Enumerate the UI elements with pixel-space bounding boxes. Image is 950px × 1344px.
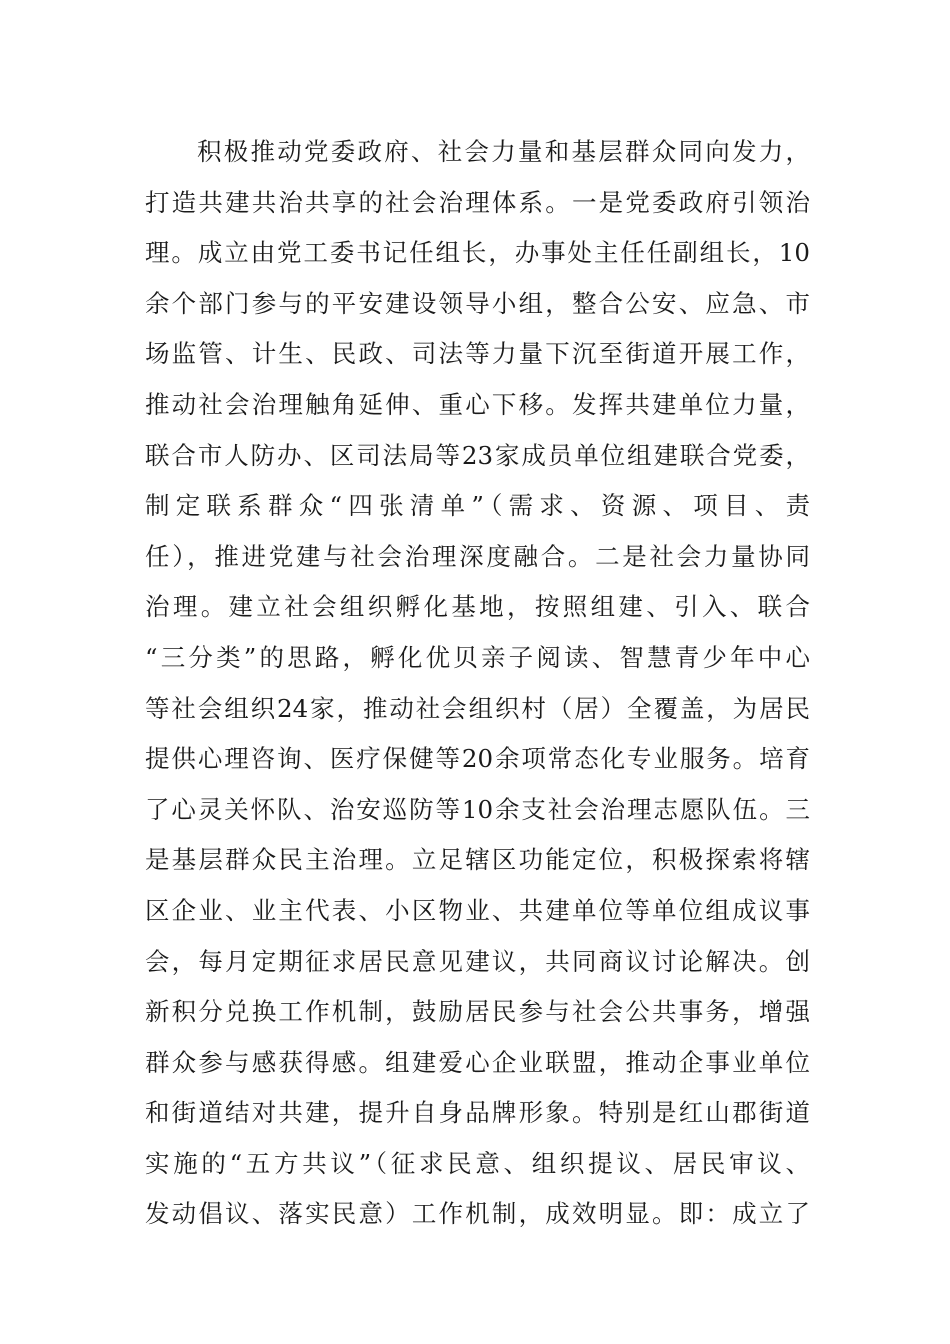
text-line: 任），推进党建与社会治理深度融合。二是社会力量协同 — [145, 541, 810, 571]
text-line: 理。成立由党工委书记任组长，办事处主任任副组长，10 — [145, 238, 810, 268]
text-line: 推动社会治理触角延伸、重心下移。发挥共建单位力量， — [145, 389, 810, 419]
text-line: 场监管、计生、民政、司法等力量下沉至街道开展工作， — [145, 339, 810, 369]
text-line: 等社会组织24家，推动社会组织村（居）全覆盖，为居民 — [145, 693, 810, 723]
text-line: 了心灵关怀队、治安巡防等10余支社会治理志愿队伍。三 — [145, 794, 810, 824]
text-line: 会，每月定期征求居民意见建议，共同商议讨论解决。创 — [145, 946, 810, 976]
text-line: 积极推动党委政府、社会力量和基层群众同向发力， — [197, 137, 810, 166]
text-line: 群众参与感获得感。组建爱心企业联盟，推动企事业单位 — [145, 1047, 810, 1077]
text-line: 打造共建共治共享的社会治理体系。一是党委政府引领治 — [145, 187, 810, 217]
text-line: 联合市人防办、区司法局等23家成员单位组建联合党委， — [145, 440, 810, 470]
text-line: 区企业、业主代表、小区物业、共建单位等单位组成议事 — [145, 895, 810, 925]
text-line: 余个部门参与的平安建设领导小组，整合公安、应急、市 — [145, 288, 810, 318]
body-paragraph — [145, 127, 810, 1240]
text-line: 发动倡议、落实民意）工作机制，成效明显。即：成立了 — [145, 1199, 810, 1229]
text-line: 是基层群众民主治理。立足辖区功能定位，积极探索将辖 — [145, 845, 810, 875]
text-line: 实施的“五方共议”（征求民意、组织提议、居民审议、 — [145, 1148, 810, 1178]
text-line: 制定联系群众“四张清单”（需求、资源、项目、责 — [145, 491, 810, 521]
text-line: 和街道结对共建，提升自身品牌形象。特别是红山郡街道 — [145, 1098, 810, 1128]
text-line: 新积分兑换工作机制，鼓励居民参与社会公共事务，增强 — [145, 997, 810, 1027]
text-line: “三分类”的思路，孵化优贝亲子阅读、智慧青少年中心 — [145, 642, 810, 672]
text-line: 治理。建立社会组织孵化基地，按照组建、引入、联合 — [145, 592, 810, 622]
text-line: 提供心理咨询、医疗保健等20余项常态化专业服务。培育 — [145, 744, 810, 774]
